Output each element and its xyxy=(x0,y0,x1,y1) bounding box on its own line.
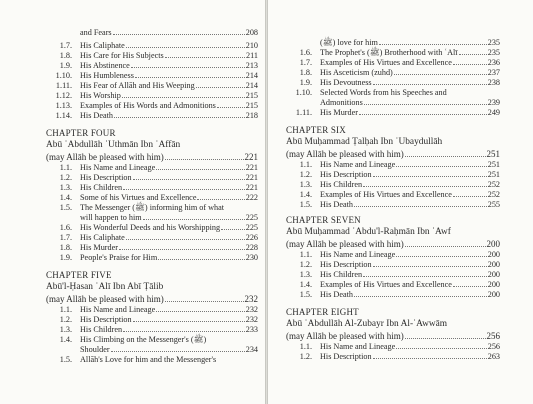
entry-title: Examples of His Words and Admonitions xyxy=(80,101,216,110)
entry-title: His Children xyxy=(80,183,123,192)
entry-title: His Care for His Subjects xyxy=(80,51,164,60)
entry-page: 238 xyxy=(487,78,500,87)
entry-number: 1.1. xyxy=(299,250,312,259)
entry-title: His Climbing on the Messenger's (ﷺ) xyxy=(80,335,207,344)
entry-number: 1.10. xyxy=(55,71,72,80)
blessing-text: (may Allāh be pleased with him) xyxy=(46,294,164,304)
toc-entry xyxy=(286,58,500,67)
entry-title: His Fear of Allāh and His Weeping xyxy=(80,81,195,90)
entry-page: 232 xyxy=(245,305,258,314)
dot-leader xyxy=(373,266,487,267)
toc-entry xyxy=(46,193,258,202)
entry-number: 1.3. xyxy=(299,180,312,189)
entry-title: Selected Words from his Speeches and xyxy=(320,88,447,97)
entry-number: 1.4. xyxy=(59,335,72,344)
entry-page: 200 xyxy=(487,260,500,269)
entry-page: 263 xyxy=(487,352,500,361)
toc-entry xyxy=(46,41,258,50)
entry-title: His Children xyxy=(320,270,363,279)
entry-page: 256 xyxy=(486,331,500,341)
toc-entry xyxy=(46,223,258,232)
dot-leader xyxy=(363,276,487,277)
entry-title: His Caliphate xyxy=(80,233,125,242)
entry-title: The Messenger (ﷺ) informing him of what xyxy=(80,203,225,212)
entry-page: 235 xyxy=(487,38,500,47)
entry-page: 252 xyxy=(487,180,500,189)
entry-title-continued: will happen to him xyxy=(80,213,142,222)
toc-entry xyxy=(286,108,500,117)
toc-entry xyxy=(286,352,500,361)
entry-page: 226 xyxy=(245,233,258,242)
entry-page: 235 xyxy=(487,48,500,57)
toc-entry xyxy=(286,250,500,259)
chapter-person-name: Abū Muḥammad Ṭalḥah Ibn ʿUbaydullāh xyxy=(286,137,443,147)
entry-title: His Description xyxy=(320,260,372,269)
toc-entry xyxy=(286,280,500,289)
toc-entry xyxy=(286,342,500,351)
entry-page: 225 xyxy=(245,213,258,222)
dot-leader xyxy=(373,358,487,359)
entry-title: His Name and Lineage xyxy=(320,250,396,259)
entry-page: 225 xyxy=(245,223,258,232)
entry-title: His Abstinence xyxy=(80,61,130,70)
toc-entry xyxy=(286,68,500,77)
dot-leader xyxy=(373,176,487,177)
entry-title: His Description xyxy=(320,170,372,179)
chapter-person-name: Abū ʿAbdullāh ʿUthmān Ibn ʿAffān xyxy=(46,140,181,150)
entry-number: 1.8. xyxy=(59,243,72,252)
entry-title: His Name and Lineage xyxy=(80,305,156,314)
entry-title: His Description xyxy=(320,352,372,361)
entry-number: 1.7. xyxy=(59,233,72,242)
entry-number: 1.2. xyxy=(299,170,312,179)
entry-title: His Worship xyxy=(80,91,121,100)
dot-leader xyxy=(113,34,245,35)
chapter-heading: CHAPTER FOUR xyxy=(46,128,116,138)
dot-leader xyxy=(405,246,486,247)
entry-page: 236 xyxy=(487,58,500,67)
toc-entry xyxy=(286,270,500,279)
dot-leader xyxy=(165,301,244,302)
dot-leader xyxy=(363,186,487,187)
chapter-heading: CHAPTER SIX xyxy=(286,125,346,135)
dot-leader xyxy=(111,351,245,352)
entry-number: 1.9. xyxy=(299,78,312,87)
entry-page: 200 xyxy=(487,270,500,279)
entry-number: 1.8. xyxy=(59,51,72,60)
entry-number: 1.13. xyxy=(55,101,72,110)
entry-page: 213 xyxy=(245,61,258,70)
chapter-heading: CHAPTER SEVEN xyxy=(286,215,361,225)
entry-page: 221 xyxy=(244,152,258,162)
toc-entry xyxy=(46,101,258,110)
left-page xyxy=(0,0,265,404)
toc-entry xyxy=(46,91,258,100)
entry-title: His Death xyxy=(80,111,113,120)
entry-page: 221 xyxy=(245,163,258,172)
entry-page: 210 xyxy=(245,41,258,50)
entry-title: People's Praise for Him xyxy=(80,253,158,262)
dot-leader xyxy=(379,44,487,45)
entry-number: 1.9. xyxy=(59,61,72,70)
dot-leader xyxy=(453,196,487,197)
entry-title-continued: Admonitions xyxy=(320,98,363,107)
entry-page: 234 xyxy=(245,345,258,354)
chapter-person-name: Abū'l-Ḥasan ʿAlī Ibn Abī Ṭālib xyxy=(46,282,164,292)
entry-page: 251 xyxy=(487,170,500,179)
entry-title: Allāh's Love for him and the Messenger's xyxy=(80,355,217,364)
dot-leader xyxy=(165,57,245,58)
dot-leader xyxy=(156,169,244,170)
entry-number: 1.1. xyxy=(59,305,72,314)
toc-entry xyxy=(46,111,258,120)
toc-entry-continuation xyxy=(320,38,500,47)
dot-leader xyxy=(165,159,244,160)
dot-leader xyxy=(143,219,245,220)
toc-entry-second-line xyxy=(320,98,500,107)
entry-number: 1.7. xyxy=(299,58,312,67)
entry-number: 1.2. xyxy=(59,173,72,182)
entry-number: 1.9. xyxy=(59,253,72,262)
blessing-text: (may Allāh be pleased with him) xyxy=(46,152,164,162)
entry-number: 1.3. xyxy=(59,325,72,334)
toc-entry xyxy=(286,48,500,57)
entry-page: 252 xyxy=(487,190,500,199)
toc-entry xyxy=(46,253,258,262)
blessing-text: (may Allāh be pleased with him) xyxy=(286,331,404,341)
toc-entry xyxy=(46,61,258,70)
chapter-heading: CHAPTER EIGHT xyxy=(286,307,359,317)
entry-title: His Death xyxy=(320,200,353,209)
dot-leader xyxy=(354,296,487,297)
entry-page: 200 xyxy=(486,239,500,249)
entry-number: 1.11. xyxy=(55,81,72,90)
dot-leader xyxy=(156,311,244,312)
entry-title: His Children xyxy=(80,325,123,334)
entry-title: Some of his Virtues and Excellence xyxy=(80,193,197,202)
toc-entry-second-line xyxy=(80,345,258,354)
entry-page: 200 xyxy=(487,280,500,289)
entry-page: 232 xyxy=(244,294,258,304)
entry-page: 228 xyxy=(245,243,258,252)
entry-title: His Name and Lineage xyxy=(320,342,396,351)
toc-entry xyxy=(286,190,500,199)
dot-leader xyxy=(221,229,245,230)
toc-entry xyxy=(286,180,500,189)
dot-leader xyxy=(131,67,245,68)
entry-title: His Children xyxy=(320,180,363,189)
toc-entry xyxy=(46,173,258,182)
entry-title: His Humbleness xyxy=(80,71,134,80)
entry-page: 200 xyxy=(487,250,500,259)
entry-page: 214 xyxy=(245,71,258,80)
chapter-person-name: Abū ʿAbdullāh Al-Zubayr Ibn Al-ʿAwwām xyxy=(286,319,448,329)
entry-title: (ﷺ) love for him xyxy=(320,38,378,47)
entry-number: 1.2. xyxy=(59,315,72,324)
chapter-blessing-line xyxy=(286,331,500,341)
entry-number: 1.3. xyxy=(299,270,312,279)
entry-title: His Devoutness xyxy=(320,78,372,87)
entry-page: 200 xyxy=(487,290,500,299)
dot-leader xyxy=(123,331,245,332)
dot-leader xyxy=(405,156,486,157)
entry-page: 221 xyxy=(245,183,258,192)
entry-page: 249 xyxy=(487,108,500,117)
entry-title: and Fears xyxy=(80,28,112,37)
entry-number: 1.14. xyxy=(55,111,72,120)
entry-title: His Description xyxy=(80,315,132,324)
entry-title: Examples of His Virtues and Excellence xyxy=(320,190,452,199)
dot-leader xyxy=(354,206,487,207)
toc-entry xyxy=(46,315,258,324)
toc-entry xyxy=(46,305,258,314)
toc-entry-first-line xyxy=(46,335,258,344)
entry-number: 1.10. xyxy=(295,88,312,97)
entry-number: 1.5. xyxy=(299,290,312,299)
entry-page: 208 xyxy=(245,28,258,37)
chapter-heading: CHAPTER FIVE xyxy=(46,270,112,280)
entry-title: His Murder xyxy=(80,243,118,252)
entry-page: 215 xyxy=(245,101,258,110)
entry-number: 1.6. xyxy=(299,48,312,57)
entry-title: Examples of His Virtues and Excellence xyxy=(320,58,452,67)
entry-page: 256 xyxy=(487,342,500,351)
entry-title: Examples of His Virtues and Excellence xyxy=(320,280,452,289)
entry-page: 221 xyxy=(245,173,258,182)
blessing-text: (may Allāh be pleased with him) xyxy=(286,149,404,159)
toc-entry xyxy=(46,71,258,80)
toc-entry-continuation xyxy=(80,28,258,37)
toc-entry xyxy=(46,183,258,192)
chapter-blessing-line xyxy=(46,152,258,162)
entry-title: His Murder xyxy=(320,108,358,117)
entry-number: 1.2. xyxy=(299,260,312,269)
entry-page: 239 xyxy=(487,98,500,107)
entry-title-continued: Shoulder xyxy=(80,345,110,354)
dot-leader xyxy=(126,239,245,240)
dot-leader xyxy=(133,179,245,180)
entry-title: His Asceticism (zuhd) xyxy=(320,68,393,77)
toc-entry xyxy=(46,51,258,60)
dot-leader xyxy=(453,64,487,65)
toc-entry xyxy=(286,78,500,87)
dot-leader xyxy=(396,166,486,167)
entry-page: 214 xyxy=(245,81,258,90)
toc-entry-first-line xyxy=(46,355,258,364)
entry-title: His Death xyxy=(320,290,353,299)
toc-entry xyxy=(286,160,500,169)
blessing-text: (may Allāh be pleased with him) xyxy=(286,239,404,249)
toc-entry-first-line xyxy=(46,203,258,212)
toc-entry xyxy=(46,243,258,252)
entry-title: His Caliphate xyxy=(80,41,125,50)
dot-leader xyxy=(373,84,487,85)
entry-number: 1.12. xyxy=(55,91,72,100)
toc-entry xyxy=(286,260,500,269)
entry-number: 1.5. xyxy=(59,203,72,212)
toc-entry xyxy=(46,81,258,90)
dot-leader xyxy=(197,199,244,200)
dot-leader xyxy=(126,47,245,48)
chapter-person-name: Abū Muḥammad ʿAbdu'l-Raḥmān Ibn ʿAwf xyxy=(286,227,451,237)
entry-number: 1.6. xyxy=(59,223,72,232)
dot-leader xyxy=(364,104,487,105)
dot-leader xyxy=(394,74,487,75)
dot-leader xyxy=(396,348,486,349)
chapter-blessing-line xyxy=(286,239,500,249)
entry-number: 1.4. xyxy=(299,280,312,289)
entry-title: His Wonderful Deeds and his Worshipping xyxy=(80,223,221,232)
dot-leader xyxy=(123,189,245,190)
dot-leader xyxy=(133,321,245,322)
entry-page: 230 xyxy=(245,253,258,262)
toc-entry-first-line xyxy=(286,88,500,97)
toc-entry xyxy=(286,290,500,299)
entry-page: 222 xyxy=(245,193,258,202)
dot-leader xyxy=(158,259,245,260)
entry-title: His Description xyxy=(80,173,132,182)
toc-entry-second-line xyxy=(80,213,258,222)
dot-leader xyxy=(405,338,486,339)
dot-leader xyxy=(114,117,245,118)
dot-leader xyxy=(396,256,486,257)
entry-number: 1.7. xyxy=(59,41,72,50)
dot-leader xyxy=(453,286,487,287)
entry-number: 1.5. xyxy=(59,355,72,364)
entry-page: 233 xyxy=(245,325,258,334)
entry-title: The Prophet's (ﷺ) Brotherhood with ʿAlī xyxy=(320,48,458,57)
entry-number: 1.1. xyxy=(299,342,312,351)
entry-number: 1.11. xyxy=(295,108,312,117)
dot-leader xyxy=(459,54,487,55)
dot-leader xyxy=(135,77,245,78)
entry-page: 232 xyxy=(245,315,258,324)
entry-page: 251 xyxy=(487,160,500,169)
entry-page: 211 xyxy=(246,51,258,60)
dot-leader xyxy=(122,97,245,98)
dot-leader xyxy=(359,114,487,115)
right-page xyxy=(268,0,533,404)
entry-page: 255 xyxy=(487,200,500,209)
entry-title: His Name and Lineage xyxy=(320,160,396,169)
toc-entry xyxy=(286,170,500,179)
dot-leader xyxy=(119,249,245,250)
entry-number: 1.2. xyxy=(299,352,312,361)
entry-number: 1.3. xyxy=(59,183,72,192)
toc-entry xyxy=(46,163,258,172)
entry-page: 215 xyxy=(245,91,258,100)
chapter-blessing-line xyxy=(46,294,258,304)
entry-number: 1.4. xyxy=(59,193,72,202)
entry-page: 218 xyxy=(245,111,258,120)
toc-entry xyxy=(286,200,500,209)
entry-number: 1.1. xyxy=(299,160,312,169)
entry-number: 1.1. xyxy=(59,163,72,172)
dot-leader xyxy=(196,87,245,88)
entry-page: 237 xyxy=(487,68,500,77)
toc-entry xyxy=(46,325,258,334)
toc-entry xyxy=(46,233,258,242)
chapter-blessing-line xyxy=(286,149,500,159)
entry-number: 1.5. xyxy=(299,200,312,209)
dot-leader xyxy=(217,107,245,108)
entry-number: 1.8. xyxy=(299,68,312,77)
entry-page: 251 xyxy=(486,149,500,159)
entry-number: 1.4. xyxy=(299,190,312,199)
entry-title: His Name and Lineage xyxy=(80,163,156,172)
